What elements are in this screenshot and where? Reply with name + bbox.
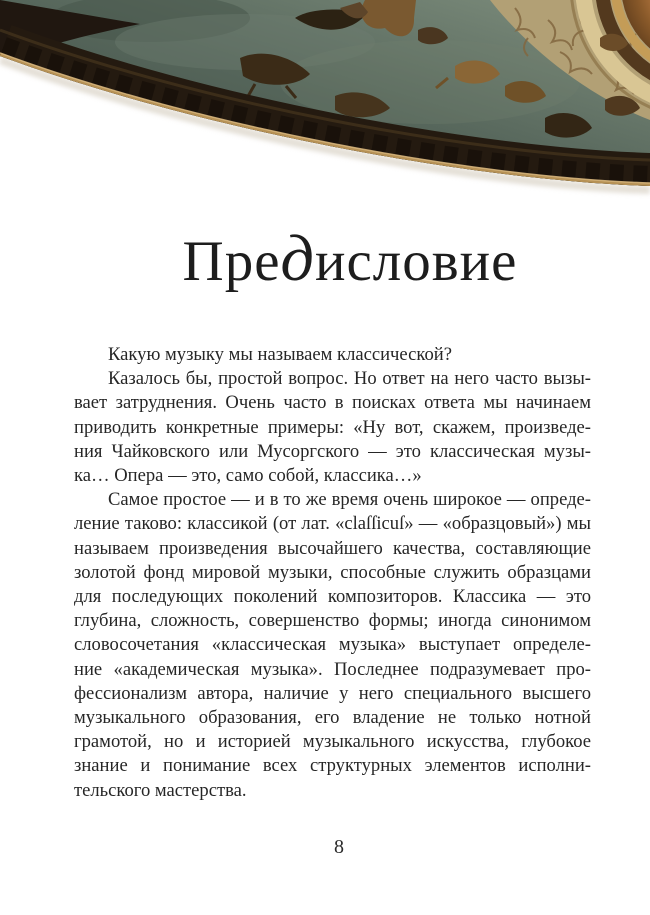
body-line: грамотой, но и историей музыкального искусства, глубокое xyxy=(74,731,591,753)
body-line: ние «академическая музыка». Последнее подразумевает про- xyxy=(74,658,591,680)
body-line: ка… Опера — это, само собой, классика…» xyxy=(74,465,422,487)
title-swash-letter: д xyxy=(280,222,315,295)
body-line: фессионализм автора, наличие у него специального высшего xyxy=(74,682,591,704)
body-line: Казалось бы, простой вопрос. Но ответ на него часто вызы- xyxy=(108,368,591,390)
title-text: Пре xyxy=(182,230,281,293)
body-line: приводить конкретные примеры: «Ну вот, скажем, произведе- xyxy=(74,416,591,438)
page-number: 8 xyxy=(334,836,344,858)
body-line: Самое простое — и в то же время очень широкое — опреде- xyxy=(108,489,591,511)
paragraph xyxy=(74,488,591,803)
body-line: ление таково: классикой (от лат. «claſſicuſ» — «образцовый») мы xyxy=(74,513,591,535)
body-line: вает затруднения. Очень часто в поисках ответа мы начинаем xyxy=(74,392,591,414)
body-line: ния Чайковского или Мусоргского — это классическая музы- xyxy=(74,440,591,462)
body-line: знание и понимание всех структурных элементов исполни- xyxy=(74,755,591,777)
page-title xyxy=(25,222,650,295)
body-text xyxy=(74,343,591,803)
body-line: называем произведения высочайшего качества, составляющие xyxy=(74,537,591,559)
body-line: глубина, сложность, совершенство формы; иногда синонимом xyxy=(74,610,591,632)
body-line: музыкального образования, его владение не только нотной xyxy=(74,707,591,729)
body-line: золотой фонд мировой музыки, способные служить образцами xyxy=(74,561,591,583)
title-text: исловие xyxy=(314,230,518,293)
body-line: словосочетания «классическая музыка» выступает определе- xyxy=(74,634,591,656)
paragraph xyxy=(74,343,591,367)
paragraph xyxy=(74,367,591,488)
body-line: для последующих поколений композиторов. Классика — это xyxy=(74,586,591,608)
body-line: Какую музыку мы называем классической? xyxy=(108,344,452,365)
painting-content xyxy=(0,0,650,200)
body-line: тельского мастерства. xyxy=(74,779,247,801)
ceiling-painting-image xyxy=(0,0,650,200)
